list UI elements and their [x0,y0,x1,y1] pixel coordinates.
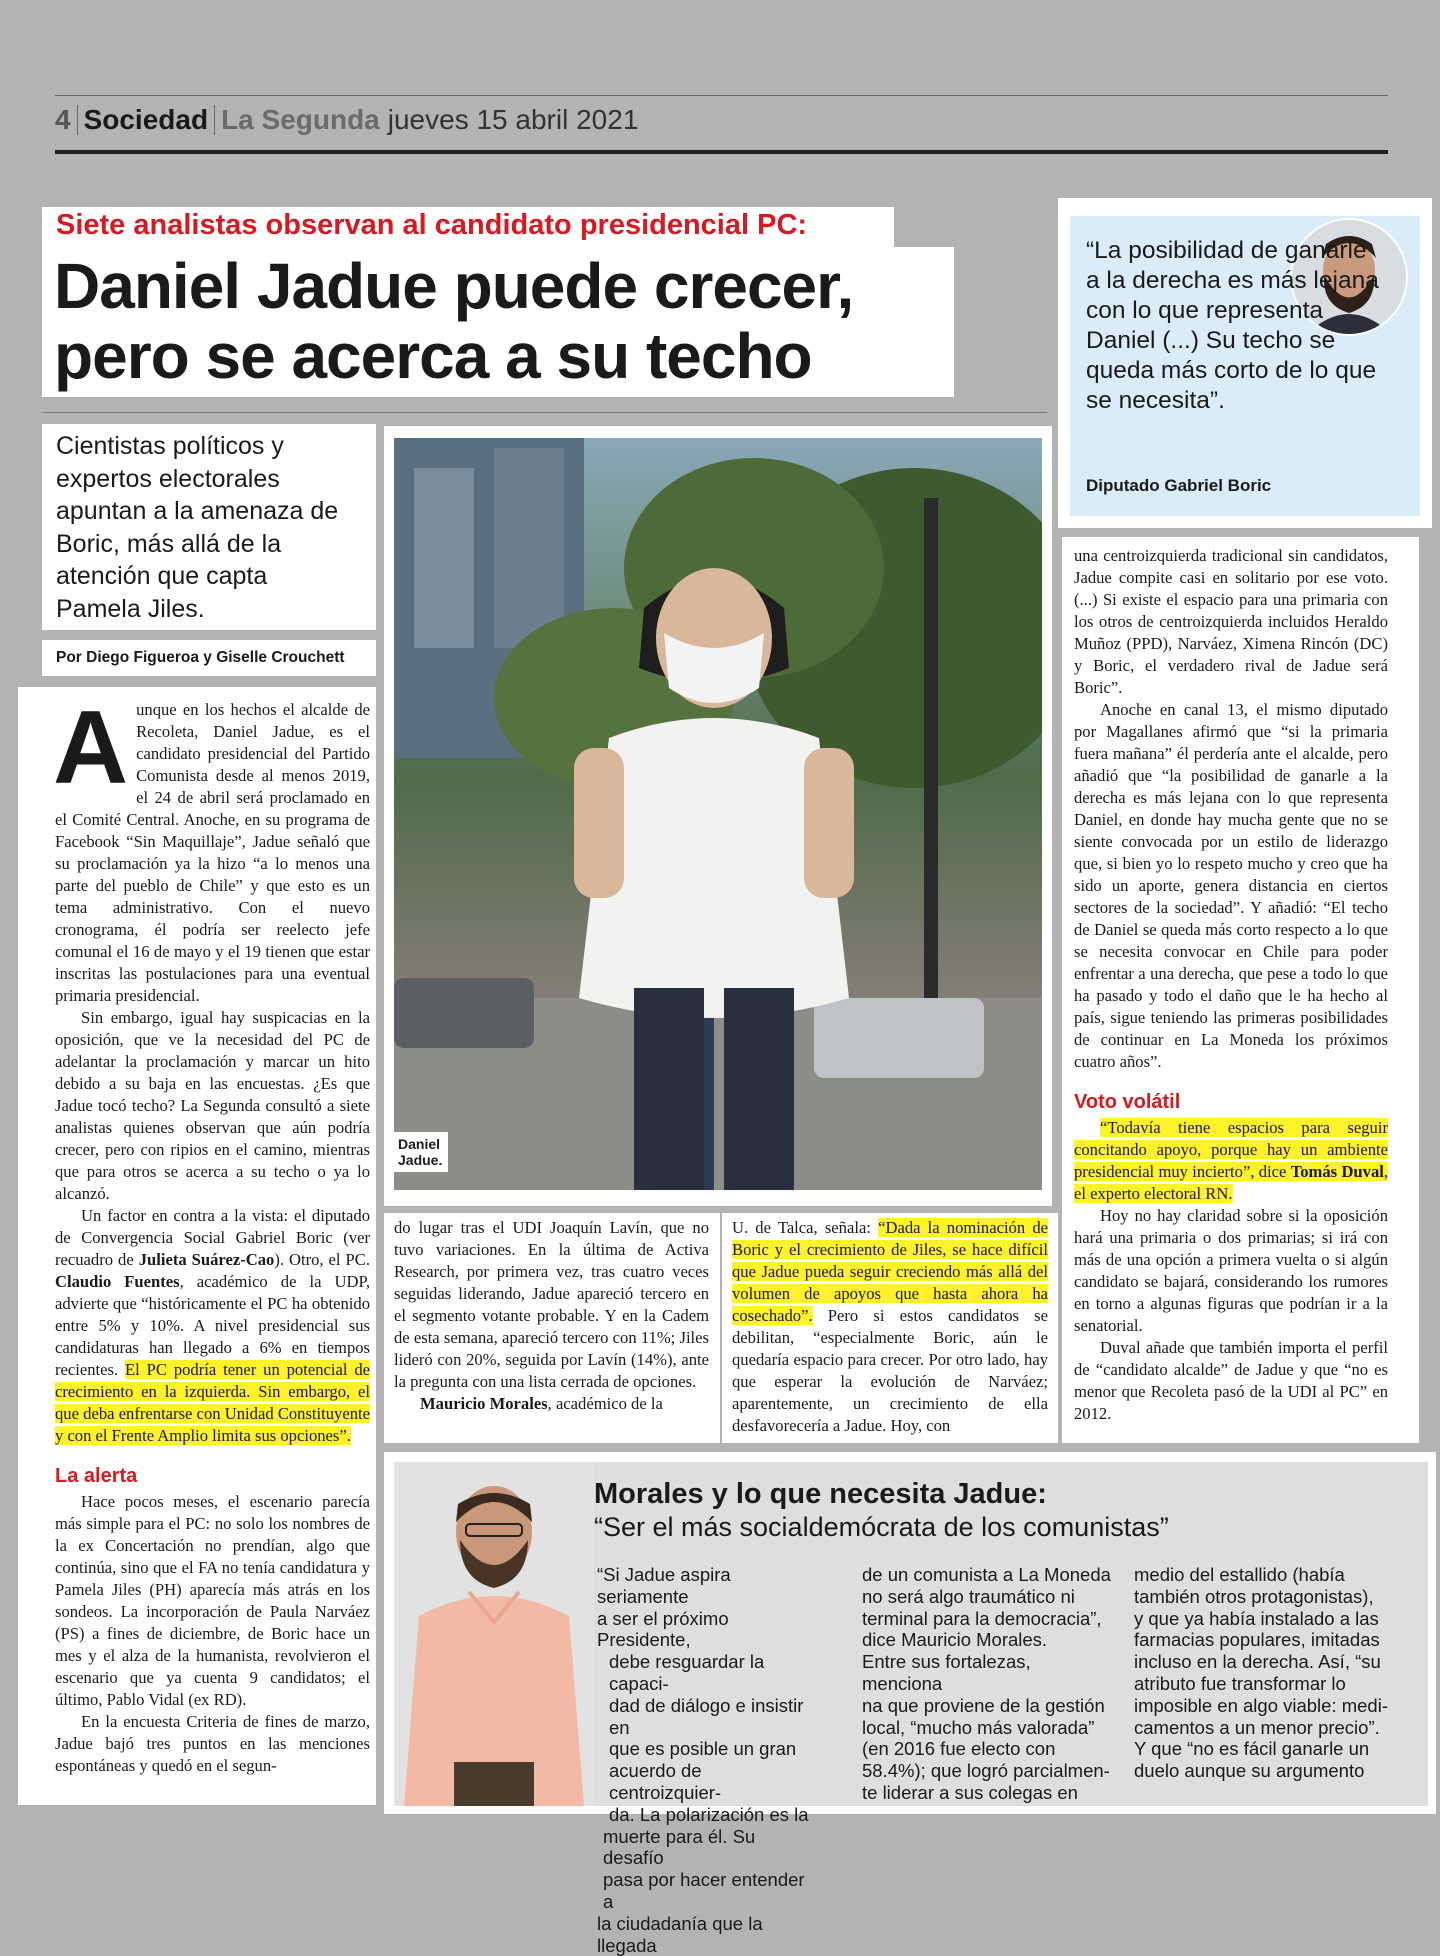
pull-quote: “La posibilidad de ganarle a la derecha es más lejana con lo que representa Daniel (...) Su techo se queda más corto de lo que se necesita”. [1086,237,1379,414]
morales-photo [394,1462,594,1806]
deck-box [42,424,376,630]
header-bottom-rule [55,150,1388,154]
col1-paragraph-5: En la encuesta Criteria de fines de marzo, Jadue bajó tres puntos en las menciones espontáneas y quedó en el segun- [55,1712,370,1775]
col3-paragraph-1: U. de Talca, señala: “Dada la nominación de Boric y el crecimiento de Jiles, se hace difícil que Jadue pueda seguir creciendo más allá del volumen de apoyos que hasta ahora ha cosechado”. Pero si estos candidatos se debilitan, “especialmente Boric, aún le quedaría espacio para crecer. Por otro lado, hay que esperar la evolución de Narváez; aparentemente, un crecimiento de ella desfavorecería a Jadue. Hoy, con [732,1218,1048,1435]
headline [42,247,954,397]
header-date: jueves 15 abril 2021 [387,104,639,135]
col2-paragraph-2: Mauricio Morales, académico de la [420,1394,663,1413]
photo-illustration [394,438,1042,1190]
photo-caption: Daniel Jadue. [394,1132,448,1172]
col2-paragraph-1: do lugar tras el UDI Joaquín Lavín, que no tuvo variaciones. En la última de Activa Research, por primera vez, tras cuatro veces seguidas liderando, Jadue apareció tercero en el segmento votante probable. Y en la Cadem de esta semana, apareció tercero con 11%; Jiles lideró con 20%, seguida por Lavín (14%), ante la pregunta con una lista cerrada de opciones. [394,1218,709,1391]
header-top-rule [55,95,1388,96]
column-2 [384,1213,720,1443]
sidebar-title: Morales y lo que necesita Jadue: [594,1478,1047,1510]
byline: Por Diego Figueroa y Giselle Crouchett [56,649,345,666]
page-number: 4 [55,104,71,135]
column-3 [722,1213,1058,1443]
headline-line-1: Daniel Jadue puede crecer, [54,250,854,322]
sidebar-box [384,1452,1436,1956]
col1-paragraph-3: Un factor en contra a la vista: el diputado de Convergencia Social Gabriel Boric (ver recuadro de Julieta Suárez-Cao). Otro, el PC. Claudio Fuentes, académico de la UDP, advierte que “históricamente el PC ha obtenido entre 5% y 10%. A nivel presidencial sus candidaturas han llegado a 6% en tiempos recientes. El PC podría tener un potencial de crecimiento en la izquierda. Sin embargo, el que deba enfrentarse con Unidad Constituyente y con el Frente Amplio limita sus opciones”. [55,1206,370,1445]
kicker [42,207,894,247]
sidebar-col-3: medio del estallido (había también otros protagonistas), y que ya había instalado a las farmacias populares, imitadas incluso en la derecha. Así, “su atributo fue transformar lo imposible en algo viable: medi- camentos a un menor precio”. Y que “no es fácil ganarle un duelo aunque su argumento [1134,1564,1388,1782]
sidebar-col-2: de un comunista a La Moneda no será algo traumático ni terminal para la democracia”, dice Mauricio Morales. Entre sus fortalezas, menciona na que proviene de la gestión local, “mucho más valorada” (en 2016 fue electo con 58.4%); que logró parcialmen- te liderar a sus colegas en [862,1564,1111,1803]
headline-rule [42,412,1047,413]
photo-frame [384,426,1052,1206]
col4-paragraph-4: Hoy no hay claridad sobre si la oposición hará una primaria o dos primarias; si irá con más de una opción a primera vuelta o si algún candidato se bajará, considerando los rumores en torno a algunas figuras que podrían ir a la senatorial. [1074,1206,1388,1335]
page-header [55,100,638,140]
subhead-la-alerta: La alerta [55,1465,138,1487]
header-divider [214,105,215,135]
sidebar-panel [394,1462,1428,1956]
sidebar-col-1: “Si Jadue aspira seriamente a ser el próximo Presidente, debe resguardar la capaci- dad de diálogo e insistir en que es posible un gran acuerdo de centroizquier- da. La polarización es la muerte para él. Su desafío pasa por hacer entender a la ciudadanía que la llegada [597,1564,809,1956]
quote-panel [1070,216,1420,516]
quote-box [1058,198,1432,528]
subhead-voto-volatil: Voto volátil [1074,1091,1181,1113]
jadue-photo [394,438,1042,1190]
col4-paragraph-3: “Todavía tiene espacios para seguir concitando apoyo, porque hay un ambiente presidencial muy incierto”, dice Tomás Duval, el experto electoral RN. [1074,1118,1389,1203]
header-divider [77,105,78,135]
deck: Cientistas políticos y expertos electorales apuntan a la amenaza de Boric, más allá de la atención que capta Pamela Jiles. [56,432,339,623]
column-4 [1062,537,1419,1443]
col1-paragraph-1: unque en los hechos el alcalde de Recoleta, Daniel Jadue, es el candidato presidencial del Partido Comunista desde al menos 2019, el 24 de abril será proclamado en el Comité Central. Anoche, en su programa de Facebook “Sin Maquillaje”, Jadue señaló que su proclamación ya la hizo “a lo menos una parte del pueblo de Chile” y que esto es un tema administrativo. Con el nuevo cronograma, él podría ser reelecto jefe comunal el 16 de mayo y el 19 tienen que estar inscritas las postulaciones para una eventual primaria presidencial. [55,700,370,1005]
col1-paragraph-2: Sin embargo, igual hay suspicacias en la oposición, que ve la necesidad del PC de adelantar la proclamación y marcar un hito debido a su baja en las encuestas. ¿Es que Jadue tocó techo? La Segunda consultó a siete analistas quienes observan que aún podría crecer, pero con ripios en el camino, mientras que para otros se acerca a su techo o ya lo alcanzó. [55,1008,370,1203]
col1-paragraph-4: Hace pocos meses, el escenario parecía más simple para el PC: no solo los nombres de la ex Concertación no prendían, algo que continúa, sino que el FA no tenía candidatura y Pamela Jiles (PH) aparecía más atrás en los sondeos. La incorporación de Paula Narváez (PS) a fines de diciembre, de Boric hace un mes y el alza de la humanista, revolvieron el escenario que ya cuenta 9 candidatos; el último, Pablo Vidal (ex RD). [55,1492,370,1709]
quote-author: Diputado Gabriel Boric [1086,476,1272,495]
col4-paragraph-5: Duval añade que también importa el perfil de “candidato alcalde” de Jadue y que “no es menor que Recoleta pasó de la UDI al PC” en 2012. [1074,1338,1388,1423]
section-name: Sociedad [83,104,209,135]
drop-cap: A [53,690,129,806]
col4-paragraph-2: Anoche en canal 13, el mismo diputado por Magallanes afirmó que “si la primaria fuera mañana” él perdería ante el alcalde, pero añadió que “la posibilidad de ganarle a la derecha es más lejana con lo que representa Daniel, en donde hay mucha gente que no se siente convocada por un estilo de liderazgo que, si bien yo lo respeto mucho y creo que ha sido un aporte, genera distancia en ciertos sectores de la sociedad”. Y añadió: “El techo de Daniel se queda más corto respecto a lo que se necesita convocar en Chile para poder enfrentar a una derecha, que pese a todo lo que ha pasado y todo el daño que le ha hecho al país, sigue teniendo las primeras posibilidades de continuar en La Moneda los próximos cuatro años”. [1074,700,1388,1071]
kicker-text: Siete analistas observan al candidato presidencial PC: [56,209,808,241]
col4-paragraph-1: una centroizquierda tradicional sin candidatos, Jadue compite casi en solitario por ese voto. (...) Si existe el espacio para una primaria con los otros de centroizquierda incluidos Heraldo Muñoz (PPD), Narváez, Ximena Rincón (DC) y Boric, el verdadero rival de Jadue será Boric”. [1074,546,1388,697]
headline-line-2: pero se acerca a su techo [54,320,812,392]
highlighted-quote: El PC podría tener un potencial de crecimiento en la izquierda. Sin embargo, el que deba enfrentarse con Unidad Constituyente y con el Frente Amplio limita sus opciones”. [55,1360,370,1445]
byline-box [42,640,376,676]
paper-name: La Segunda [221,104,380,135]
highlighted-quote: “Todavía tiene espacios para seguir concitando apoyo, porque hay un ambiente presidencial muy incierto”, dice [1074,1118,1388,1181]
sidebar-subtitle: “Ser el más socialdemócrata de los comunistas” [594,1512,1169,1542]
column-1 [18,687,376,1805]
highlighted-quote: “Dada la nominación de Boric y el crecimiento de Jiles, se hace difícil que Jadue pueda seguir creciendo más allá del volumen de apoyos que hasta ahora ha cosechado”. [732,1218,1048,1325]
